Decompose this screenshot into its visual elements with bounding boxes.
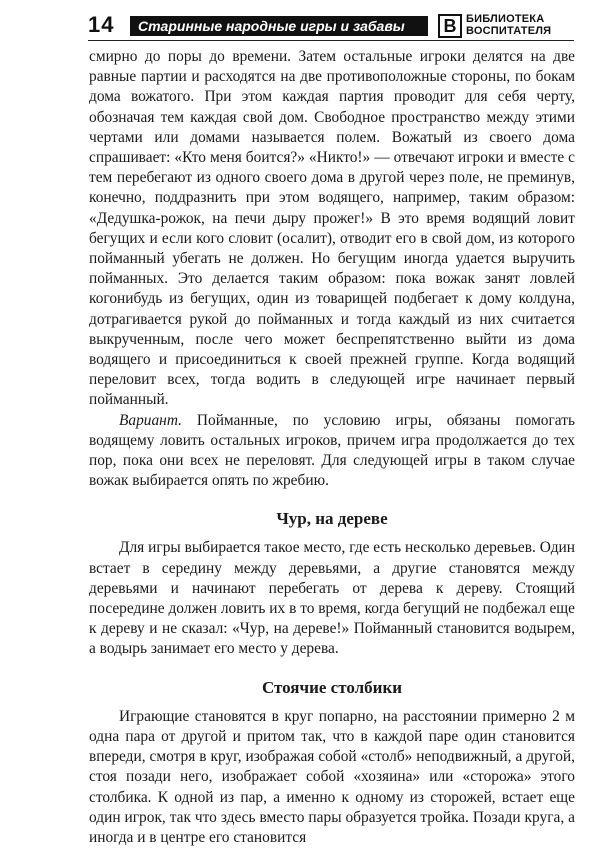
variant-text: Пойманные, по условию игры, обязаны помогать водящему ловить остальных игроков, причем игра продолжается до тех пор, пока они всех не переловят. Для следующей игры в таком случае вожак выбирается опять по жребию. [89,411,575,490]
header-divider [88,40,574,41]
section-heading-chur-na-dereve: Чур, на дереве [276,509,388,529]
page-header [88,10,574,40]
page-body [89,47,575,848]
series-title [466,13,551,37]
series-title-line2: ВОСПИТАТЕЛЯ [466,25,552,37]
variant-label: Вариант. [119,411,182,429]
running-title: Старинные народные игры и забавы [130,16,428,36]
series-logo-icon: В [438,14,462,38]
page-number: 14 [88,12,115,37]
intro-paragraph: смирно до поры до времени. Затем остальные игроки делятся на две равные партии и расходятся на две противоположные стороны, по бокам дома вожатого. При этом каждая партия проводит для себя черту, обозначая тем каждая свой дом. Свободное пространство между этими чертами или домами называется полем. Вожатый из своего дома спрашивает: «Кто меня боится?» «Никто!» — отвечают игроки и вместе с тем перебегают из одного своего дома в другой через поле, не преминув, конечно, поддразнить при этом водящего, например, таким образом: «Дедушка-рожок, на печи дыру прожег!» В это время водящий ловит бегущих и если кого словит (осалит), отводит его в свой дом, из которого пойманный убегать не должен. Но бегущим иногда удается выручить пойманных. Это делается таким образом: пока вожак занят ловлей когонибудь из бегущих, один из товарищей подбегает к дому колдуна, дотрагивается рукой до пойманных и тогда каждый из них считается выкрученным, после чего может беспрепятственно выйти из дома водящего и присоединиться к своей прежней группе. Когда водящий переловит всех, тогда водить в следующей игре начинает первый пойманный. [89,48,575,409]
variant-paragraph [89,411,575,492]
series-title-line1: БИБЛИОТЕКА [466,13,545,25]
section-heading-stoyachie-stolbiki: Стоячие столбики [261,677,403,697]
section1-paragraph: Для игры выбирается такое место, где есть несколько деревьев. Один встает в середину между деревьями, а другие становятся между деревьями и начинают перебегать от дерева к дереву. Стоящий посередине должен ловить их в то время, когда бегущий не подбежал еще к дереву и не сказал: «Чур, на дереве!» Пойманный становится водырем, а водырь занимает его место у дерева. [89,539,575,658]
section2-paragraph: Играющие становятся в круг попарно, на расстоянии примерно 2 м одна пара от другой и притом так, что в каждой паре один становится впереди, смотря в круг, изображая собой «столб» неподвижный, а другой, стоя позади него, изображает собой «хозяина» или «сторожа» этого столбика. К одной из пар, а именно к одному из сторожей, встает еще один игрок, так что здесь вместо пары образуется тройка. Позади круга, а иногда и в центре его становится [89,707,575,846]
